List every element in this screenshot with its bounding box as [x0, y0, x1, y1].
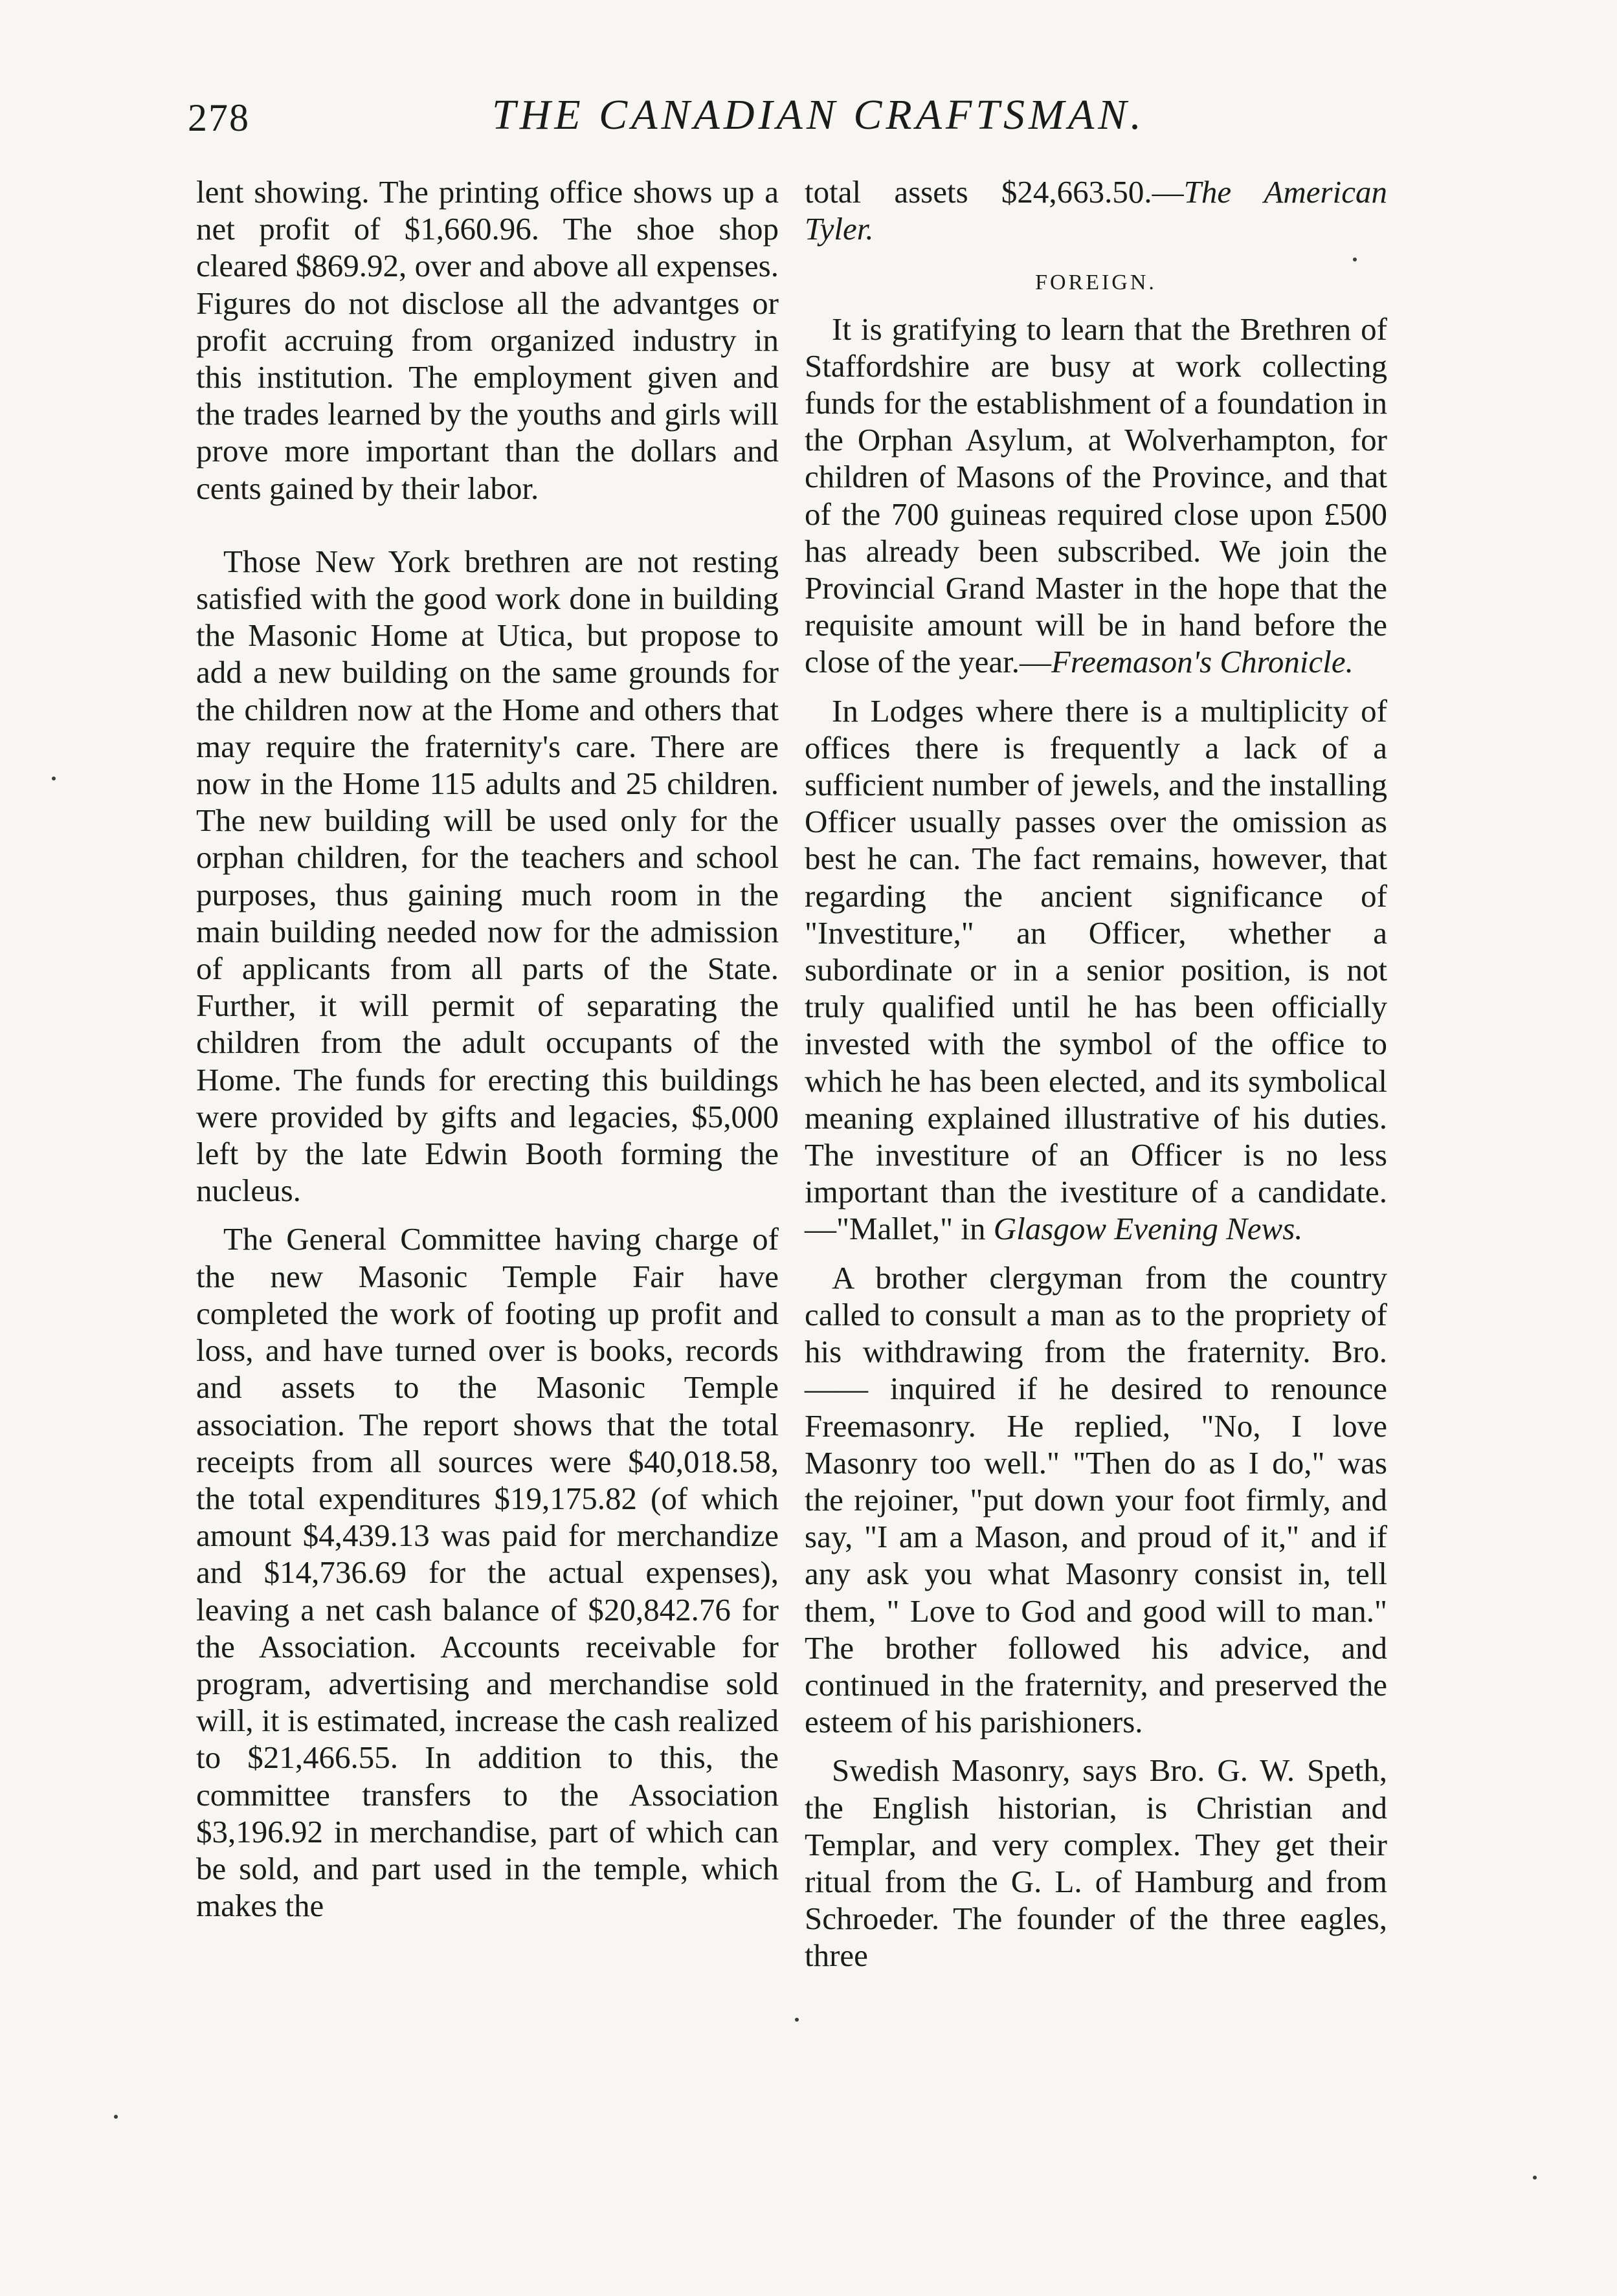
paragraph-text: It is gratifying to learn that the Brethren of Staffordshire are busy at work collecting funds for the establishment of a foundation in the Orphan Asylum, at Wolverhampton, for children of Masons of the Province, and that of the 700 guineas required close upon £500 has already been subscribed. We join the Provincial Grand Master in the hope that the requisite amount will be in hand before the close of the year.—	[805, 311, 1387, 680]
paragraph-staffordshire	[805, 311, 1387, 681]
running-title: THE CANADIAN CRAFTSMAN.	[492, 91, 1145, 138]
print-speck	[795, 2018, 799, 2022]
section-heading-foreign: FOREIGN.	[1035, 270, 1157, 295]
running-header	[188, 91, 1418, 162]
source-citation: The American Tyler.	[805, 174, 1387, 247]
source-citation: Glasgow Evening News.	[993, 1211, 1303, 1247]
paragraph-swedish-masonry: Swedish Masonry, says Bro. G. W. Speth, the English historian, is Christian and Templar, and very complex. They get their ritual from the G. L. of Hamburg and from Schroeder. The founder of the three eagles, three	[805, 1752, 1387, 1974]
page-number: 278	[188, 96, 250, 139]
print-speck	[114, 2115, 118, 2119]
paragraph-investiture	[805, 692, 1387, 1248]
paragraph-text: total assets $24,663.50.—	[805, 174, 1184, 210]
right-column	[805, 173, 1387, 1974]
paragraph-text: In Lodges where there is a multiplicity of offices there is frequently a lack of a sufficient number of jewels, and the installing Officer usually passes over the omission as best he can. The fact remains, however, that regarding the ancient significance of "Investiture," an Officer, whether a subordinate or in a senior position, is not truly qualified until he has been officially invested with the symbol of the office to which he has been elected, and its symbolical meaning explained illustrative of his duties. The investiture of an Officer is no less important than the ivestiture of a candidate.—"Mallet," in	[805, 692, 1387, 1247]
source-citation: Freemason's Chronicle.	[1051, 644, 1354, 680]
paragraph-clergyman: A brother clergyman from the country called to consult a man as to the propriety of his withdrawing from the fraternity. Bro. —— inquired if he desired to renounce Freemasonry. He replied, "No, I love Masonry too well." "Then do as I do," was the rejoiner, "put down your foot firmly, and say, "I am a Mason, and proud of it," and if any ask you what Masonry consist in, tell them, " Love to God and good will to man." The brother followed his advice, and continued in the fraternity, and preserved the esteem of his parishioners.	[805, 1259, 1387, 1740]
paragraph-printing-office: lent showing. The printing office shows up a net profit of $1,660.96. The shoe shop cleared $869.92, over and above all expenses. Figures do not disclose all the advantges or profit accruing from organized industry in this institution. The employment given and the trades learned by the youths and girls will prove more important than the dollars and cents gained by their labor.	[196, 174, 779, 506]
paragraph-new-york-brethren: Those New York brethren are not resting satisfied with the good work done in building the Masonic Home at Utica, but propose to add a new building on the same grounds for the children now at the Home and others that may require the fraternity's care. There are now in the Home 115 adults and 25 children. The new building will be used only for the orphan children, for the teachers and school purposes, thus gaining much room in the main building needed now for the admission of applicants from all parts of the State. Further, it will permit of separating the children from the adult occupants of the Home. The funds for erecting this buildings were provided by gifts and legacies, $5,000 left by the late Edwin Booth forming the nucleus.	[196, 543, 779, 1209]
print-speck	[1533, 2176, 1537, 2180]
paragraph-general-committee: The General Committee having charge of the new Masonic Temple Fair have completed the work of footing up profit and loss, and have turned over is books, records and assets to the Masonic Temple association. The report shows that the total receipts from all sources were $40,018.58, the total expenditures $19,175.82 (of which amount $4,439.13 was paid for merchandize and $14,736.69 for the actual expenses), leaving a net cash balance of $20,842.76 for the Association. Accounts receivable for program, advertising and merchandise sold will, it is estimated, increase the cash realized to $21,466.55. In addition to this, the committee transfers to the Association $3,196.92 in merchandise, part of which can be sold, and part used in the temple, which makes the	[196, 1221, 779, 1924]
left-column	[196, 173, 779, 1924]
print-speck	[52, 777, 56, 780]
print-speck	[1353, 258, 1357, 261]
paragraph-total-assets	[805, 173, 1387, 247]
